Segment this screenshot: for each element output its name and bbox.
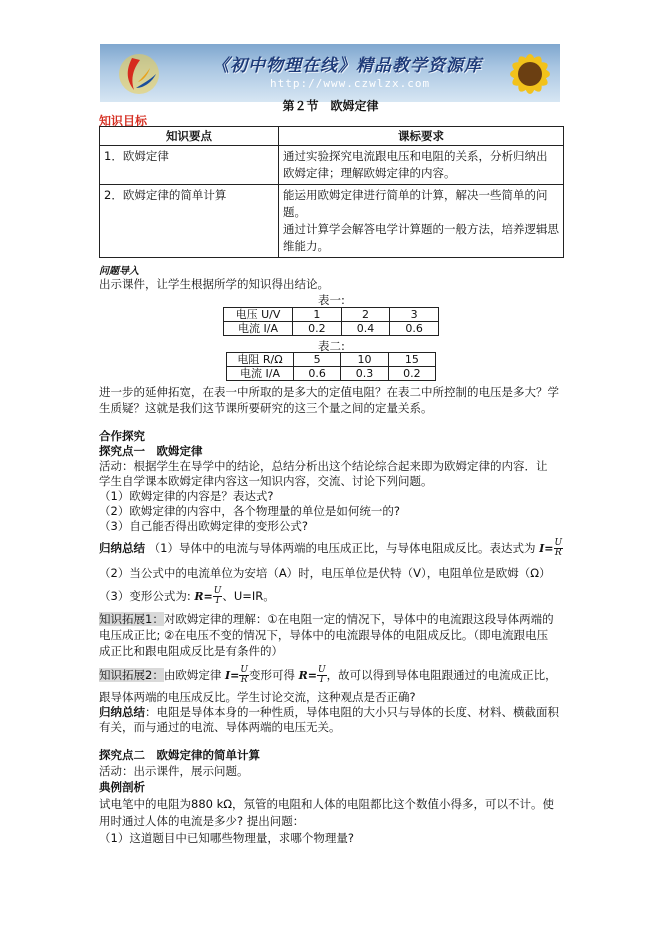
banner-url[interactable]: http://www.czwlzx.com: [270, 77, 431, 90]
summary-2: （2）当公式中的电流单位为安培（A）时，电压单位是伏特（V），电阻单位是欧姆（Ω）: [99, 566, 551, 580]
formula-eq: =: [203, 590, 213, 603]
extension-1-line: [99, 611, 554, 627]
table-cell: 0.6: [390, 322, 439, 336]
req-line: 维能力。: [283, 239, 329, 253]
table-cell: 2: [341, 308, 390, 322]
formula-i: I: [224, 669, 231, 682]
activity-line: 活动：根据学生在导学中的结论，总结分析出这个结论综合起来即为欧姆定律的内容．让: [99, 459, 548, 473]
table-cell: 15: [388, 353, 435, 367]
req-line: 通过实验探究电流跟电压和电阻的关系，分析归纳出: [283, 149, 548, 163]
table-row: [100, 146, 564, 185]
formula-eq: =: [544, 542, 554, 555]
formula-u-over-r: [239, 666, 249, 685]
table-row: [224, 322, 439, 336]
table-cell: 电压 U/V: [224, 308, 293, 322]
table-cell: 0.2: [388, 367, 435, 381]
table-cell: 电流 I/A: [224, 322, 293, 336]
table-row: [224, 308, 439, 322]
formula-r: R: [194, 590, 204, 603]
formula-eq: =: [230, 669, 240, 682]
point1-heading: 探究点一 欧姆定律: [99, 444, 203, 458]
sunflower-icon: [482, 44, 560, 102]
formula-u-over-i: [213, 587, 223, 606]
ext2-mid: 变形可得: [248, 668, 295, 682]
table-cell: 1: [293, 308, 342, 322]
formula-r: R: [298, 669, 308, 682]
objectives-col-requirement: 课标要求: [279, 127, 564, 146]
table-cell: 5: [294, 353, 341, 367]
summary-label: 归纳总结: [99, 541, 145, 555]
ext2-post: ，故可以得到导体电阻跟通过的电流成正比，: [326, 668, 557, 682]
site-logo-icon: [114, 50, 164, 96]
coop-heading: 合作探究: [99, 429, 145, 443]
intro-heading: 问题导入: [99, 266, 139, 277]
extension-2-line: 跟导体两端的电压成反比。学生讨论交流，这种观点是否正确?: [99, 690, 416, 704]
formula-eq: =: [307, 669, 317, 682]
activity2-line: 活动：出示课件，展示问题。: [99, 764, 249, 778]
data-table-1: [223, 307, 439, 336]
formula-u-over-i: [317, 666, 327, 685]
ext2-pre: 由欧姆定律: [163, 668, 222, 682]
table-cell: 0.3: [341, 367, 388, 381]
extension-1-label: 知识拓展1：: [99, 612, 164, 626]
table-cell: 3: [390, 308, 439, 322]
objectives-col-point: 知识要点: [100, 127, 279, 146]
example-heading: 典例剖析: [99, 780, 145, 794]
question-2: （2）欧姆定律的内容中，各个物理量的单位是如何统一的?: [99, 504, 400, 518]
frac-num: U: [554, 538, 563, 548]
table-row: [227, 353, 436, 367]
table-cell: 电阻 R/Ω: [227, 353, 294, 367]
frac-num: U: [317, 665, 326, 675]
objective-requirement: [279, 185, 564, 258]
table-cell: 0.4: [341, 322, 390, 336]
summary-4-line: [99, 704, 559, 720]
summary-3: [99, 587, 275, 606]
objective-point: 2．欧姆定律的简单计算: [100, 185, 279, 258]
extension-1-line: 成正比和跟电阻成反比是有条件的）: [99, 644, 283, 658]
summary-4-line: 有关，而与通过的电流、导体两端的电压无关。: [99, 720, 341, 734]
frac-den: R: [240, 675, 248, 685]
req-line: 欧姆定律；理解欧姆定律的内容。: [283, 166, 456, 180]
req-line: 通过计算学会解答电学计算题的一般方法，培养逻辑思: [283, 222, 559, 236]
banner-title: 《初中物理在线》精品教学资源库: [212, 56, 482, 76]
section-title: 第２节 欧姆定律: [282, 99, 379, 113]
question-1: （1）欧姆定律的内容是？表达式?: [99, 489, 274, 503]
summary-4-label: 归纳总结: [99, 705, 145, 719]
question-3: （3）自己能否得出欧姆定律的变形公式?: [99, 519, 308, 533]
formula-u-over-r: [554, 539, 564, 558]
extension-1-line: 电压成正比; ②在电压不变的情况下，导体中的电流跟导体的电阻成反比。（即电流跟电压: [99, 628, 549, 642]
example-question-1: （1）这道题目中已知哪些物理量，求哪个物理量?: [99, 831, 354, 845]
site-banner: [100, 44, 560, 102]
table-row: [100, 185, 564, 258]
table1-caption: 表一:: [318, 293, 345, 307]
intro-paragraph-line: 生质疑？这就是我们这节课所要研究的这三个量之间的定量关系。: [99, 401, 433, 415]
objectives-heading: 知识目标: [99, 114, 148, 128]
formula-i: I: [539, 542, 545, 555]
intro-paragraph-line: 进一步的延伸拓宽，在表一中所取的是多大的定值电阻？在表二中所控制的电压是多大？学: [99, 385, 559, 399]
data-table-2: [226, 352, 436, 381]
extension-2-line: [99, 666, 557, 685]
frac-den: I: [215, 596, 220, 606]
summary-3-pre: （3）变形公式为:: [99, 589, 191, 603]
example-line: 试电笔中的电阻为880 kΩ，氖管的电阻和人体的电阻都比这个数值小得多，可以不计。使: [99, 797, 555, 811]
activity-line: 学生自学课本欧姆定律内容这一知识内容，交流、讨论下列问题。: [99, 474, 433, 488]
frac-num: U: [213, 586, 222, 596]
frac-num: U: [240, 665, 248, 675]
point2-heading: 探究点二 欧姆定律的简单计算: [99, 748, 260, 762]
table-cell: 0.6: [294, 367, 341, 381]
intro-line: 出示课件，让学生根据所学的知识得出结论。: [99, 277, 329, 291]
table-cell: 10: [341, 353, 388, 367]
objective-point: 1．欧姆定律: [100, 146, 279, 185]
table2-caption: 表二:: [318, 339, 345, 353]
summary-1: [99, 539, 563, 558]
table-cell: 电流 I/A: [227, 367, 294, 381]
objectives-table: [99, 126, 564, 258]
req-line: 能运用欧姆定律进行简单的计算，解决一些简单的问题。: [283, 188, 548, 219]
extension-2-label: 知识拓展2：: [99, 668, 164, 682]
table-row: [227, 367, 436, 381]
table-cell: 0.2: [293, 322, 342, 336]
summary-4-text: ：电阻是导体本身的一种性质，导体电阻的大小只与导体的长度、材料、横截面积: [145, 705, 559, 719]
frac-den: R: [554, 548, 562, 558]
ext1-text: 对欧姆定律的理解：①在电阻一定的情况下，导体中的电流跟这段导体两端的: [163, 612, 554, 626]
summary-3-post: 、U=IR。: [222, 589, 275, 603]
example-line: 用时通过人体的电流是多少? 提出问题：: [99, 814, 305, 828]
summary-1-text: （1）导体中的电流与导体两端的电压成正比，与导体电阻成反比。表达式为: [148, 541, 536, 555]
frac-den: I: [320, 675, 324, 685]
objective-requirement: [279, 146, 564, 185]
